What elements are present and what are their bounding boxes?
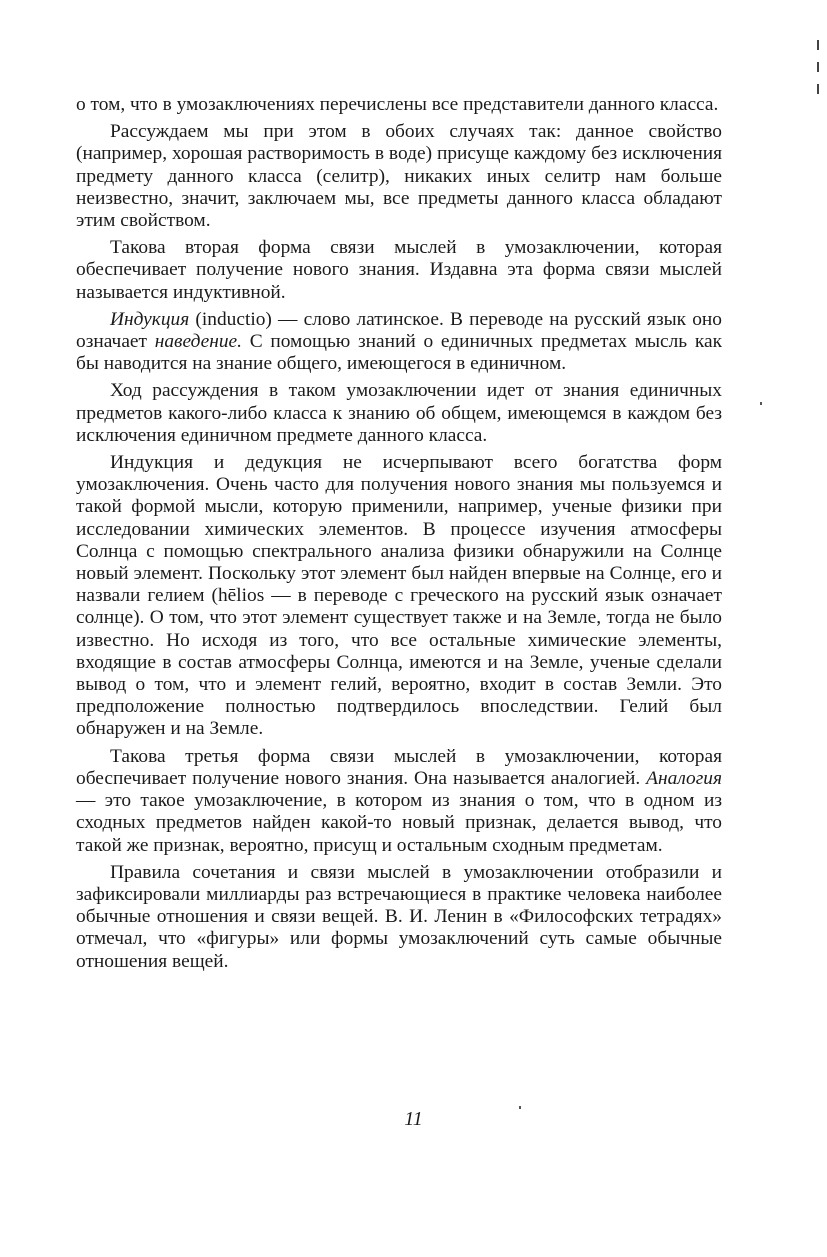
text-run: Рассуждаем мы при этом в обоих случаях так: данное свойство (например, хорошая растворимость в воде) присуще каждому без исключения предмету данного класса (селитр), никаких иных селитр нам больше неизвестно, значит, заключаем мы, все предметы данного класса обладают этим свойством. — [76, 121, 722, 232]
italic-term: наведение. — [154, 331, 242, 353]
scan-edge-marks — [817, 40, 821, 110]
paragraph — [76, 452, 722, 741]
paragraph — [76, 746, 722, 857]
paragraph — [76, 237, 722, 304]
text-run: Правила сочетания и связи мыслей в умозаключении отобразили и зафиксировали миллиарды раз встречающиеся в практике человека наиболее обычные отношения и связи вещей. В. И. Ленин в «Философских тетрадях» отмечал, что «фигуры» или формы умозаключений суть самые обычные отношения вещей. — [76, 861, 722, 972]
scan-speck — [519, 1106, 521, 1109]
text-body — [76, 94, 722, 978]
paragraph — [76, 380, 722, 447]
text-run: Такова третья форма связи мыслей в умозаключении, которая обеспечивает получение нового знания. Она называется аналогией. — [76, 745, 722, 789]
text-run: (inductio) — слово латинское. В переводе на русский язык оно означает — [76, 308, 722, 353]
text-run: — это такое умозаключение, в котором из знания о том, что в одном из сходных предметов найден какой-то новый признак, делается вывод, что такой же признак, вероятно, присущ и остальным сходным предметам. — [76, 790, 722, 856]
text-run: о том, что в умозаключениях перечислены все представители данного класса. — [76, 94, 719, 115]
paragraph — [76, 862, 722, 973]
italic-term: Аналогия — [646, 767, 722, 789]
paragraph — [76, 94, 722, 116]
paragraph — [76, 309, 722, 376]
text-run: Ход рассуждения в таком умозаключении идет от знания единичных предметов какого-либо класса к знанию об общем, имеющемся в каждом без исключения единичном предмете данного класса. — [76, 380, 722, 446]
text-run: Такова вторая форма связи мыслей в умозаключении, которая обеспечивает получение нового знания. Издавна эта форма связи мыслей называется индуктивной. — [76, 237, 722, 303]
text-run: С помощью знаний о единичных предметах мысль как бы наводится на знание общего, имеющегося в единичном. — [76, 331, 722, 375]
scan-speck — [760, 402, 762, 405]
italic-term: Индукция — [110, 308, 190, 330]
page-number: 11 — [404, 1108, 423, 1130]
text-run: Индукция и дедукция не исчерпывают всего богатства форм умозаключения. Очень часто для получения нового знания мы пользуемся и такой формой мысли, которую применили, например, ученые физики при исследовании химических элементов. В процессе изучения атмосферы Солнца с помощью спектрального анализа физики обнаружили на Солнце новый элемент. Поскольку этот элемент был найден впервые на Солнце, его и назвали гелием (hēlios — в переводе с греческого на русский язык означает солнце). О том, что этот элемент существует также и на Земле, тогда не было известно. Но исходя из того, что все остальные химические элементы, входящие в состав атмосферы Солнца, имеются и на Земле, ученые сделали вывод о том, что и элемент гелий, вероятно, входит в состав Земли. Это предположение полностью подтвердилось впоследствии. Гелий был обнаружен и на Земле. — [76, 452, 722, 740]
paragraph — [76, 121, 722, 232]
